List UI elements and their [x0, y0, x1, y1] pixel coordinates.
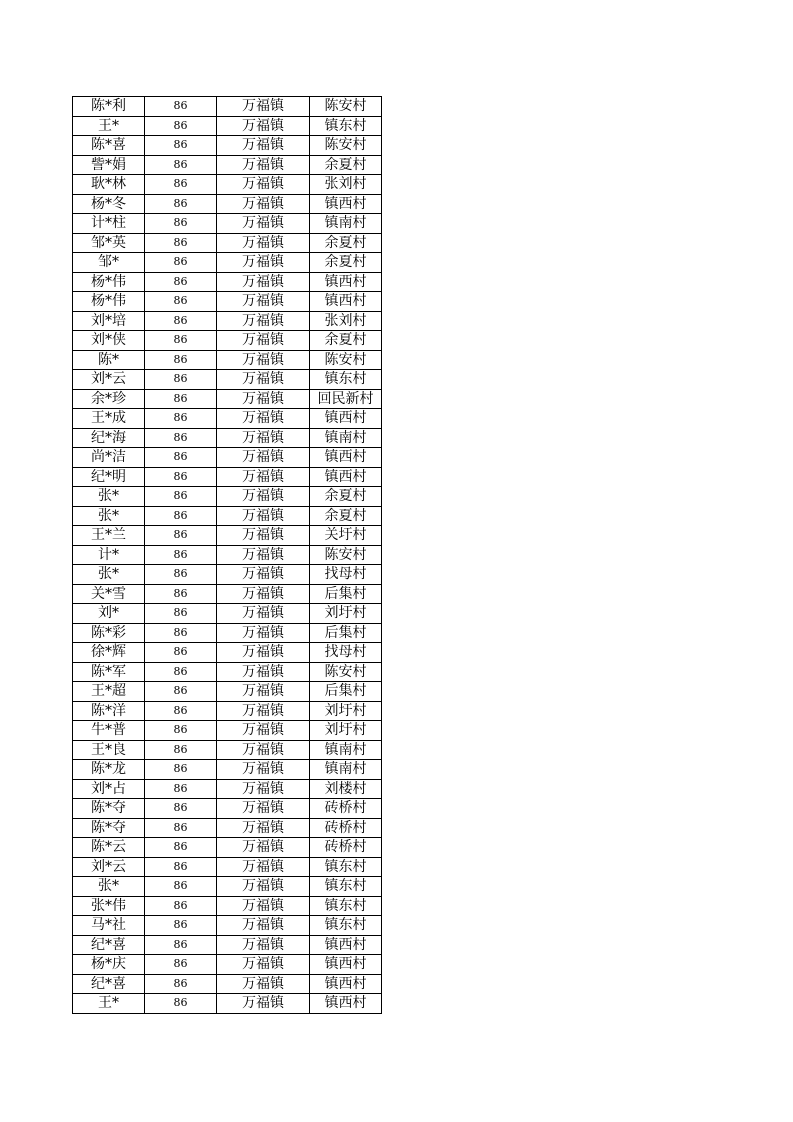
amount-cell: 86 [145, 584, 217, 604]
village-cell: 镇西村 [310, 935, 382, 955]
town-cell: 万福镇 [217, 311, 310, 331]
table-row [73, 136, 382, 156]
table-row [73, 253, 382, 273]
name-cell: 邹*英 [73, 233, 145, 253]
amount-cell: 86 [145, 974, 217, 994]
amount-cell: 86 [145, 311, 217, 331]
town-cell: 万福镇 [217, 506, 310, 526]
town-cell: 万福镇 [217, 643, 310, 663]
name-cell: 王*兰 [73, 526, 145, 546]
name-cell: 马*社 [73, 916, 145, 936]
village-cell: 镇南村 [310, 214, 382, 234]
name-cell: 王*超 [73, 682, 145, 702]
amount-cell: 86 [145, 721, 217, 741]
village-cell: 刘圩村 [310, 604, 382, 624]
table-row [73, 292, 382, 312]
table-row [73, 916, 382, 936]
amount-cell: 86 [145, 896, 217, 916]
table-row [73, 175, 382, 195]
village-cell: 镇西村 [310, 194, 382, 214]
name-cell: 张*伟 [73, 896, 145, 916]
town-cell: 万福镇 [217, 877, 310, 897]
village-cell: 陈安村 [310, 350, 382, 370]
amount-cell: 86 [145, 233, 217, 253]
amount-cell: 86 [145, 779, 217, 799]
town-cell: 万福镇 [217, 155, 310, 175]
table-row [73, 370, 382, 390]
village-cell: 砖桥村 [310, 818, 382, 838]
town-cell: 万福镇 [217, 370, 310, 390]
table-row [73, 994, 382, 1014]
name-cell: 刘*云 [73, 857, 145, 877]
table-row [73, 565, 382, 585]
amount-cell: 86 [145, 331, 217, 351]
name-cell: 尚*洁 [73, 448, 145, 468]
town-cell: 万福镇 [217, 701, 310, 721]
table-row [73, 974, 382, 994]
amount-cell: 86 [145, 467, 217, 487]
amount-cell: 86 [145, 682, 217, 702]
table-row [73, 584, 382, 604]
town-cell: 万福镇 [217, 233, 310, 253]
name-cell: 陈* [73, 350, 145, 370]
village-cell: 刘圩村 [310, 701, 382, 721]
town-cell: 万福镇 [217, 721, 310, 741]
table-row [73, 97, 382, 117]
town-cell: 万福镇 [217, 272, 310, 292]
amount-cell: 86 [145, 818, 217, 838]
town-cell: 万福镇 [217, 194, 310, 214]
town-cell: 万福镇 [217, 740, 310, 760]
table-row [73, 935, 382, 955]
table-row [73, 857, 382, 877]
amount-cell: 86 [145, 857, 217, 877]
table-row [73, 955, 382, 975]
roster-table-body [73, 97, 382, 1014]
amount-cell: 86 [145, 428, 217, 448]
amount-cell: 86 [145, 994, 217, 1014]
name-cell: 张* [73, 565, 145, 585]
table-row [73, 116, 382, 136]
town-cell: 万福镇 [217, 916, 310, 936]
town-cell: 万福镇 [217, 838, 310, 858]
village-cell: 镇西村 [310, 409, 382, 429]
village-cell: 镇西村 [310, 955, 382, 975]
village-cell: 镇东村 [310, 370, 382, 390]
amount-cell: 86 [145, 799, 217, 819]
village-cell: 镇东村 [310, 877, 382, 897]
village-cell: 后集村 [310, 682, 382, 702]
town-cell: 万福镇 [217, 214, 310, 234]
amount-cell: 86 [145, 409, 217, 429]
table-row [73, 896, 382, 916]
village-cell: 余夏村 [310, 155, 382, 175]
amount-cell: 86 [145, 760, 217, 780]
name-cell: 陈*云 [73, 838, 145, 858]
town-cell: 万福镇 [217, 799, 310, 819]
town-cell: 万福镇 [217, 487, 310, 507]
name-cell: 张* [73, 877, 145, 897]
amount-cell: 86 [145, 194, 217, 214]
amount-cell: 86 [145, 545, 217, 565]
village-cell: 镇西村 [310, 448, 382, 468]
town-cell: 万福镇 [217, 604, 310, 624]
village-cell: 找母村 [310, 643, 382, 663]
amount-cell: 86 [145, 155, 217, 175]
table-row [73, 877, 382, 897]
town-cell: 万福镇 [217, 389, 310, 409]
table-row [73, 155, 382, 175]
village-cell: 镇西村 [310, 272, 382, 292]
amount-cell: 86 [145, 448, 217, 468]
amount-cell: 86 [145, 214, 217, 234]
name-cell: 陈*彩 [73, 623, 145, 643]
town-cell: 万福镇 [217, 565, 310, 585]
amount-cell: 86 [145, 292, 217, 312]
village-cell: 镇南村 [310, 740, 382, 760]
name-cell: 牛*普 [73, 721, 145, 741]
village-cell: 后集村 [310, 623, 382, 643]
village-cell: 陈安村 [310, 662, 382, 682]
village-cell: 余夏村 [310, 487, 382, 507]
village-cell: 镇东村 [310, 116, 382, 136]
town-cell: 万福镇 [217, 623, 310, 643]
table-row [73, 662, 382, 682]
table-row [73, 740, 382, 760]
table-row [73, 682, 382, 702]
amount-cell: 86 [145, 370, 217, 390]
village-cell: 陈安村 [310, 545, 382, 565]
village-cell: 余夏村 [310, 233, 382, 253]
town-cell: 万福镇 [217, 526, 310, 546]
town-cell: 万福镇 [217, 136, 310, 156]
name-cell: 计*柱 [73, 214, 145, 234]
name-cell: 杨*伟 [73, 272, 145, 292]
amount-cell: 86 [145, 662, 217, 682]
table-row [73, 409, 382, 429]
name-cell: 王*成 [73, 409, 145, 429]
amount-cell: 86 [145, 740, 217, 760]
name-cell: 刘*侠 [73, 331, 145, 351]
town-cell: 万福镇 [217, 682, 310, 702]
town-cell: 万福镇 [217, 955, 310, 975]
name-cell: 陈*洋 [73, 701, 145, 721]
village-cell: 找母村 [310, 565, 382, 585]
name-cell: 王*良 [73, 740, 145, 760]
name-cell: 纪*喜 [73, 935, 145, 955]
village-cell: 镇南村 [310, 428, 382, 448]
town-cell: 万福镇 [217, 467, 310, 487]
town-cell: 万福镇 [217, 760, 310, 780]
amount-cell: 86 [145, 604, 217, 624]
village-cell: 刘楼村 [310, 779, 382, 799]
table-row [73, 623, 382, 643]
amount-cell: 86 [145, 565, 217, 585]
amount-cell: 86 [145, 506, 217, 526]
name-cell: 纪*明 [73, 467, 145, 487]
town-cell: 万福镇 [217, 175, 310, 195]
name-cell: 张* [73, 487, 145, 507]
amount-cell: 86 [145, 701, 217, 721]
village-cell: 后集村 [310, 584, 382, 604]
name-cell: 邹* [73, 253, 145, 273]
table-row [73, 467, 382, 487]
town-cell: 万福镇 [217, 545, 310, 565]
village-cell: 张刘村 [310, 175, 382, 195]
village-cell: 张刘村 [310, 311, 382, 331]
table-row [73, 799, 382, 819]
table-row [73, 233, 382, 253]
town-cell: 万福镇 [217, 350, 310, 370]
name-cell: 杨*冬 [73, 194, 145, 214]
town-cell: 万福镇 [217, 292, 310, 312]
table-row [73, 350, 382, 370]
table-row [73, 818, 382, 838]
name-cell: 陈*龙 [73, 760, 145, 780]
village-cell: 镇南村 [310, 760, 382, 780]
table-row [73, 760, 382, 780]
village-cell: 镇西村 [310, 292, 382, 312]
roster-table [72, 96, 382, 1014]
name-cell: 王* [73, 994, 145, 1014]
village-cell: 余夏村 [310, 506, 382, 526]
amount-cell: 86 [145, 877, 217, 897]
name-cell: 訾*娟 [73, 155, 145, 175]
town-cell: 万福镇 [217, 584, 310, 604]
amount-cell: 86 [145, 623, 217, 643]
amount-cell: 86 [145, 272, 217, 292]
amount-cell: 86 [145, 253, 217, 273]
table-row [73, 838, 382, 858]
town-cell: 万福镇 [217, 331, 310, 351]
table-row [73, 272, 382, 292]
town-cell: 万福镇 [217, 97, 310, 117]
amount-cell: 86 [145, 136, 217, 156]
name-cell: 刘*云 [73, 370, 145, 390]
town-cell: 万福镇 [217, 116, 310, 136]
name-cell: 余*珍 [73, 389, 145, 409]
name-cell: 陈*喜 [73, 136, 145, 156]
table-row [73, 331, 382, 351]
village-cell: 镇西村 [310, 994, 382, 1014]
amount-cell: 86 [145, 935, 217, 955]
village-cell: 砖桥村 [310, 799, 382, 819]
table-row [73, 721, 382, 741]
village-cell: 镇东村 [310, 857, 382, 877]
table-row [73, 643, 382, 663]
village-cell: 砖桥村 [310, 838, 382, 858]
table-row [73, 214, 382, 234]
village-cell: 余夏村 [310, 331, 382, 351]
town-cell: 万福镇 [217, 428, 310, 448]
town-cell: 万福镇 [217, 994, 310, 1014]
table-row [73, 389, 382, 409]
town-cell: 万福镇 [217, 662, 310, 682]
town-cell: 万福镇 [217, 857, 310, 877]
village-cell: 回民新村 [310, 389, 382, 409]
town-cell: 万福镇 [217, 448, 310, 468]
town-cell: 万福镇 [217, 896, 310, 916]
amount-cell: 86 [145, 175, 217, 195]
table-row [73, 545, 382, 565]
town-cell: 万福镇 [217, 253, 310, 273]
town-cell: 万福镇 [217, 779, 310, 799]
name-cell: 刘*培 [73, 311, 145, 331]
name-cell: 王* [73, 116, 145, 136]
table-row [73, 311, 382, 331]
table-row [73, 526, 382, 546]
name-cell: 杨*伟 [73, 292, 145, 312]
town-cell: 万福镇 [217, 409, 310, 429]
village-cell: 关圩村 [310, 526, 382, 546]
table-row [73, 506, 382, 526]
name-cell: 纪*喜 [73, 974, 145, 994]
name-cell: 陈*夺 [73, 799, 145, 819]
table-row [73, 487, 382, 507]
name-cell: 陈*夺 [73, 818, 145, 838]
name-cell: 纪*海 [73, 428, 145, 448]
amount-cell: 86 [145, 116, 217, 136]
table-row [73, 448, 382, 468]
village-cell: 余夏村 [310, 253, 382, 273]
village-cell: 镇西村 [310, 467, 382, 487]
town-cell: 万福镇 [217, 818, 310, 838]
village-cell: 刘圩村 [310, 721, 382, 741]
town-cell: 万福镇 [217, 974, 310, 994]
amount-cell: 86 [145, 487, 217, 507]
name-cell: 徐*辉 [73, 643, 145, 663]
name-cell: 杨*庆 [73, 955, 145, 975]
name-cell: 耿*林 [73, 175, 145, 195]
name-cell: 刘* [73, 604, 145, 624]
amount-cell: 86 [145, 389, 217, 409]
name-cell: 陈*军 [73, 662, 145, 682]
table-row [73, 194, 382, 214]
village-cell: 镇西村 [310, 974, 382, 994]
amount-cell: 86 [145, 643, 217, 663]
village-cell: 镇东村 [310, 916, 382, 936]
table-row [73, 428, 382, 448]
amount-cell: 86 [145, 955, 217, 975]
table-row [73, 604, 382, 624]
village-cell: 镇东村 [310, 896, 382, 916]
table-row [73, 701, 382, 721]
amount-cell: 86 [145, 838, 217, 858]
name-cell: 刘*占 [73, 779, 145, 799]
village-cell: 陈安村 [310, 136, 382, 156]
name-cell: 张* [73, 506, 145, 526]
name-cell: 关*雪 [73, 584, 145, 604]
table-row [73, 779, 382, 799]
amount-cell: 86 [145, 526, 217, 546]
amount-cell: 86 [145, 916, 217, 936]
town-cell: 万福镇 [217, 935, 310, 955]
name-cell: 计* [73, 545, 145, 565]
village-cell: 陈安村 [310, 97, 382, 117]
amount-cell: 86 [145, 350, 217, 370]
name-cell: 陈*利 [73, 97, 145, 117]
amount-cell: 86 [145, 97, 217, 117]
